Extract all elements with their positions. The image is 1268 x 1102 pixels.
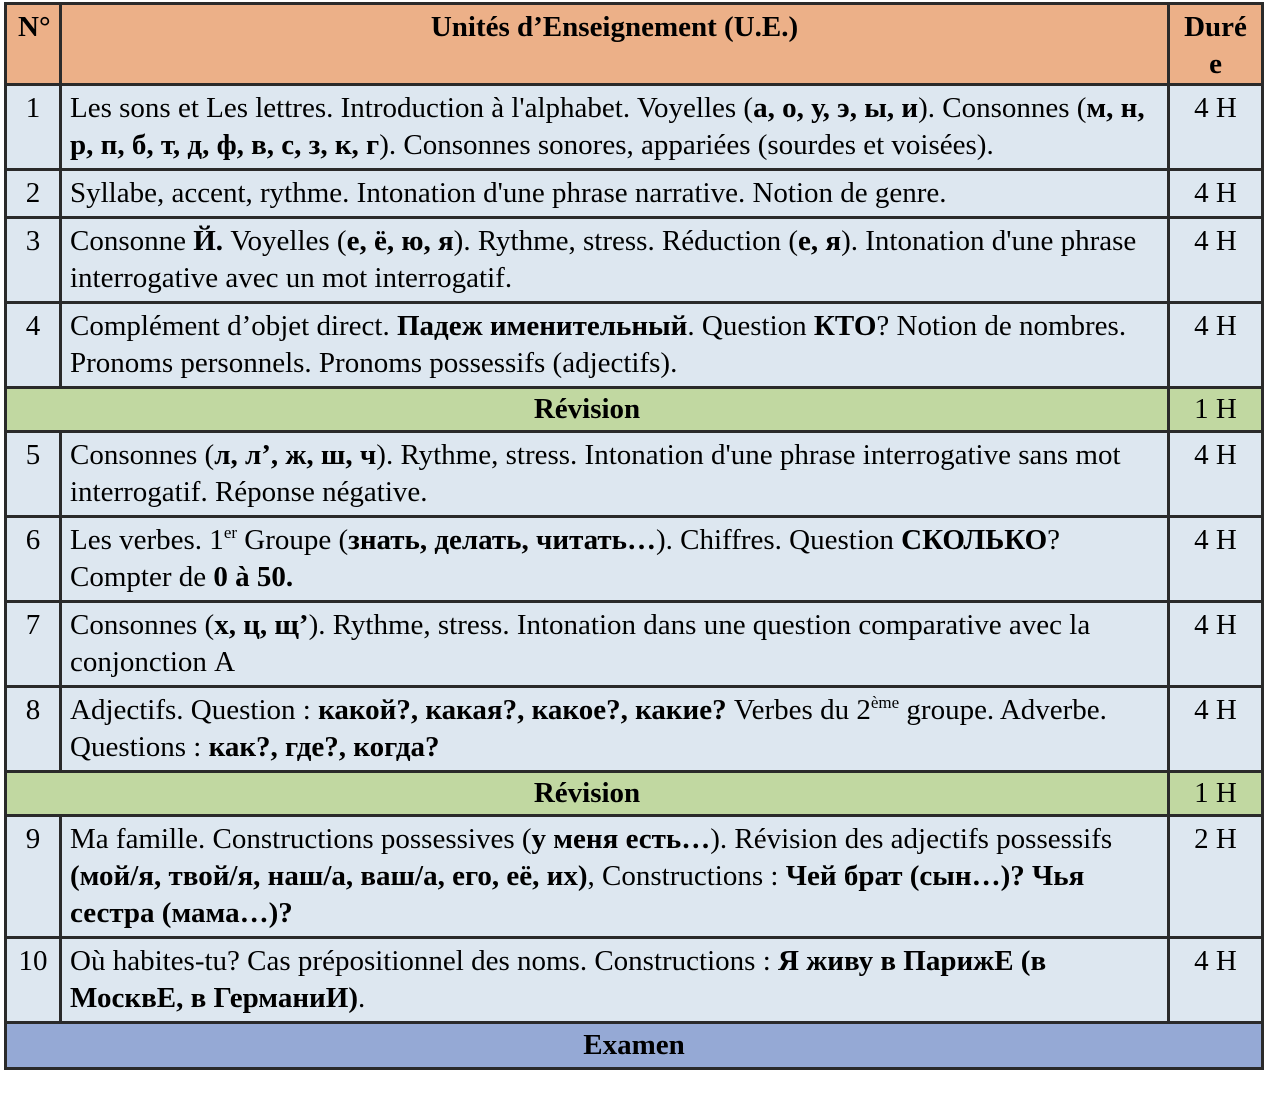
header-duration xyxy=(1169,4,1263,85)
bold-text: а, о, у, э, ы, и xyxy=(753,92,919,124)
bold-text: л, л’, ж, ш, ч xyxy=(214,439,377,471)
text-segment: Les sons et Les lettres. Introduction à l'alphabet. Voyelles ( xyxy=(70,92,754,124)
text-segment: Ma famille. Constructions possessives ( xyxy=(70,823,532,855)
bold-text: как?, где?, когда? xyxy=(208,731,440,763)
text-segment: ). Rythme, stress. Réduction ( xyxy=(453,225,799,257)
text-segment: Consonnes ( xyxy=(70,609,215,641)
revision-duration: 1 H xyxy=(1169,772,1263,816)
text-segment: Consonne xyxy=(70,225,194,257)
revision-duration: 1 H xyxy=(1169,388,1263,432)
text-segment: ). Chiffres. Question xyxy=(656,524,902,556)
text-segment: ? Notion de nombres. Pronoms personnels. Pronoms possessifs (adjectifs). xyxy=(70,310,1127,379)
revision-label: Révision xyxy=(6,388,1169,432)
bold-text: х, ц, щ’ xyxy=(214,609,309,641)
bold-text: знать, делать, читать… xyxy=(348,524,656,556)
text-segment: Consonnes ( xyxy=(70,439,215,471)
text-segment: groupe. Adverbe. Questions : xyxy=(70,694,1107,763)
unit-description xyxy=(61,938,1169,1023)
table-row xyxy=(6,218,1263,303)
text-segment: ). Révision des adjectifs possessifs xyxy=(710,823,1113,855)
unit-description xyxy=(61,170,1169,218)
unit-number: 2 xyxy=(6,170,61,218)
table-row xyxy=(6,602,1263,687)
text-segment: ). Rythme, stress. Intonation dans une question comparative avec la conjonction А xyxy=(70,609,1091,678)
bold-text: КТО xyxy=(813,310,877,342)
text-segment: ). Consonnes sonores, appariées (sourdes et voisées). xyxy=(379,129,994,161)
header-duration-label: Durée xyxy=(1184,11,1247,80)
unit-number: 9 xyxy=(6,816,61,938)
revision-row xyxy=(6,772,1263,816)
text-segment: Syllabe, accent, rythme. Intonation d'une phrase narrative. Notion de genre. xyxy=(70,177,947,209)
table-row xyxy=(6,432,1263,517)
unit-duration: 2 H xyxy=(1169,816,1263,938)
unit-description xyxy=(61,517,1169,602)
text-segment: Voyelles ( xyxy=(223,225,347,257)
bold-text: Чей брат (сын…)? Чья сестра (мама…)? xyxy=(70,860,1085,929)
unit-duration: 4 H xyxy=(1169,602,1263,687)
unit-description xyxy=(61,816,1169,938)
bold-text: какой?, какая?, какое?, какие? xyxy=(318,694,727,726)
text-segment: ). Intonation d'une phrase interrogative avec un mot interrogatif. xyxy=(70,225,1137,294)
bold-text: е, ё, ю, я xyxy=(346,225,454,257)
table-row xyxy=(6,303,1263,388)
unit-description xyxy=(61,687,1169,772)
unit-duration: 4 H xyxy=(1169,85,1263,170)
unit-number: 7 xyxy=(6,602,61,687)
text-segment: ). Consonnes ( xyxy=(918,92,1087,124)
table-header-row xyxy=(6,4,1263,85)
bold-text: СКОЛЬКО xyxy=(901,524,1048,556)
unit-duration: 4 H xyxy=(1169,432,1263,517)
exam-row xyxy=(6,1023,1263,1069)
text-segment: Verbes du 2 xyxy=(726,694,871,726)
unit-number: 8 xyxy=(6,687,61,772)
table-body xyxy=(6,85,1263,1023)
course-units-table xyxy=(4,2,1264,1070)
table-row xyxy=(6,816,1263,938)
header-number-label: N° xyxy=(18,11,51,43)
unit-number: 3 xyxy=(6,218,61,303)
unit-description xyxy=(61,85,1169,170)
unit-description xyxy=(61,218,1169,303)
table-row xyxy=(6,517,1263,602)
bold-text: у меня есть… xyxy=(531,823,711,855)
revision-row xyxy=(6,388,1263,432)
unit-number: 6 xyxy=(6,517,61,602)
unit-description xyxy=(61,432,1169,517)
revision-label: Révision xyxy=(6,772,1169,816)
text-segment: ? Compter de xyxy=(70,524,1061,593)
bold-text: Й. xyxy=(193,225,224,257)
unit-duration: 4 H xyxy=(1169,938,1263,1023)
unit-duration: 4 H xyxy=(1169,170,1263,218)
bold-text: 0 à 50. xyxy=(213,561,294,593)
unit-duration: 4 H xyxy=(1169,517,1263,602)
text-segment: , Constructions : xyxy=(587,860,786,892)
bold-text: е, я xyxy=(798,225,842,257)
unit-number: 4 xyxy=(6,303,61,388)
unit-description xyxy=(61,303,1169,388)
header-title: Unités d’Enseignement (U.E.) xyxy=(61,4,1169,85)
text-segment: Les verbes. 1 xyxy=(70,524,224,556)
header-number xyxy=(6,4,61,85)
text-segment: Complément d’objet direct. xyxy=(70,310,397,342)
bold-text: (мой/я, твой/я, наш/а, ваш/а, его, её, их) xyxy=(70,860,588,892)
table-row xyxy=(6,938,1263,1023)
bold-text: м, н, р, п, б, т, д, ф, в, с, з, к, г xyxy=(70,92,1145,161)
unit-duration: 4 H xyxy=(1169,687,1263,772)
superscript-text: er xyxy=(223,523,238,542)
table-row xyxy=(6,85,1263,170)
unit-number: 10 xyxy=(6,938,61,1023)
text-segment: . Question xyxy=(687,310,814,342)
text-segment: . xyxy=(357,982,366,1014)
text-segment: Adjectifs. Question : xyxy=(70,694,319,726)
text-segment: Groupe ( xyxy=(237,524,349,556)
superscript-text: ème xyxy=(870,693,900,712)
unit-duration: 4 H xyxy=(1169,218,1263,303)
unit-number: 1 xyxy=(6,85,61,170)
table-row xyxy=(6,170,1263,218)
bold-text: Я живу в ПарижЕ (в МосквЕ, в ГерманиИ) xyxy=(70,945,1047,1014)
bold-text: Падеж именительный xyxy=(396,310,688,342)
unit-number: 5 xyxy=(6,432,61,517)
unit-duration: 4 H xyxy=(1169,303,1263,388)
text-segment: ). Rythme, stress. Intonation d'une phrase interrogative sans mot interrogatif. Réponse négative. xyxy=(70,439,1121,508)
table-row xyxy=(6,687,1263,772)
unit-description xyxy=(61,602,1169,687)
exam-label: Examen xyxy=(6,1023,1263,1069)
text-segment: Où habites-tu? Cas prépositionnel des noms. Constructions : xyxy=(70,945,779,977)
